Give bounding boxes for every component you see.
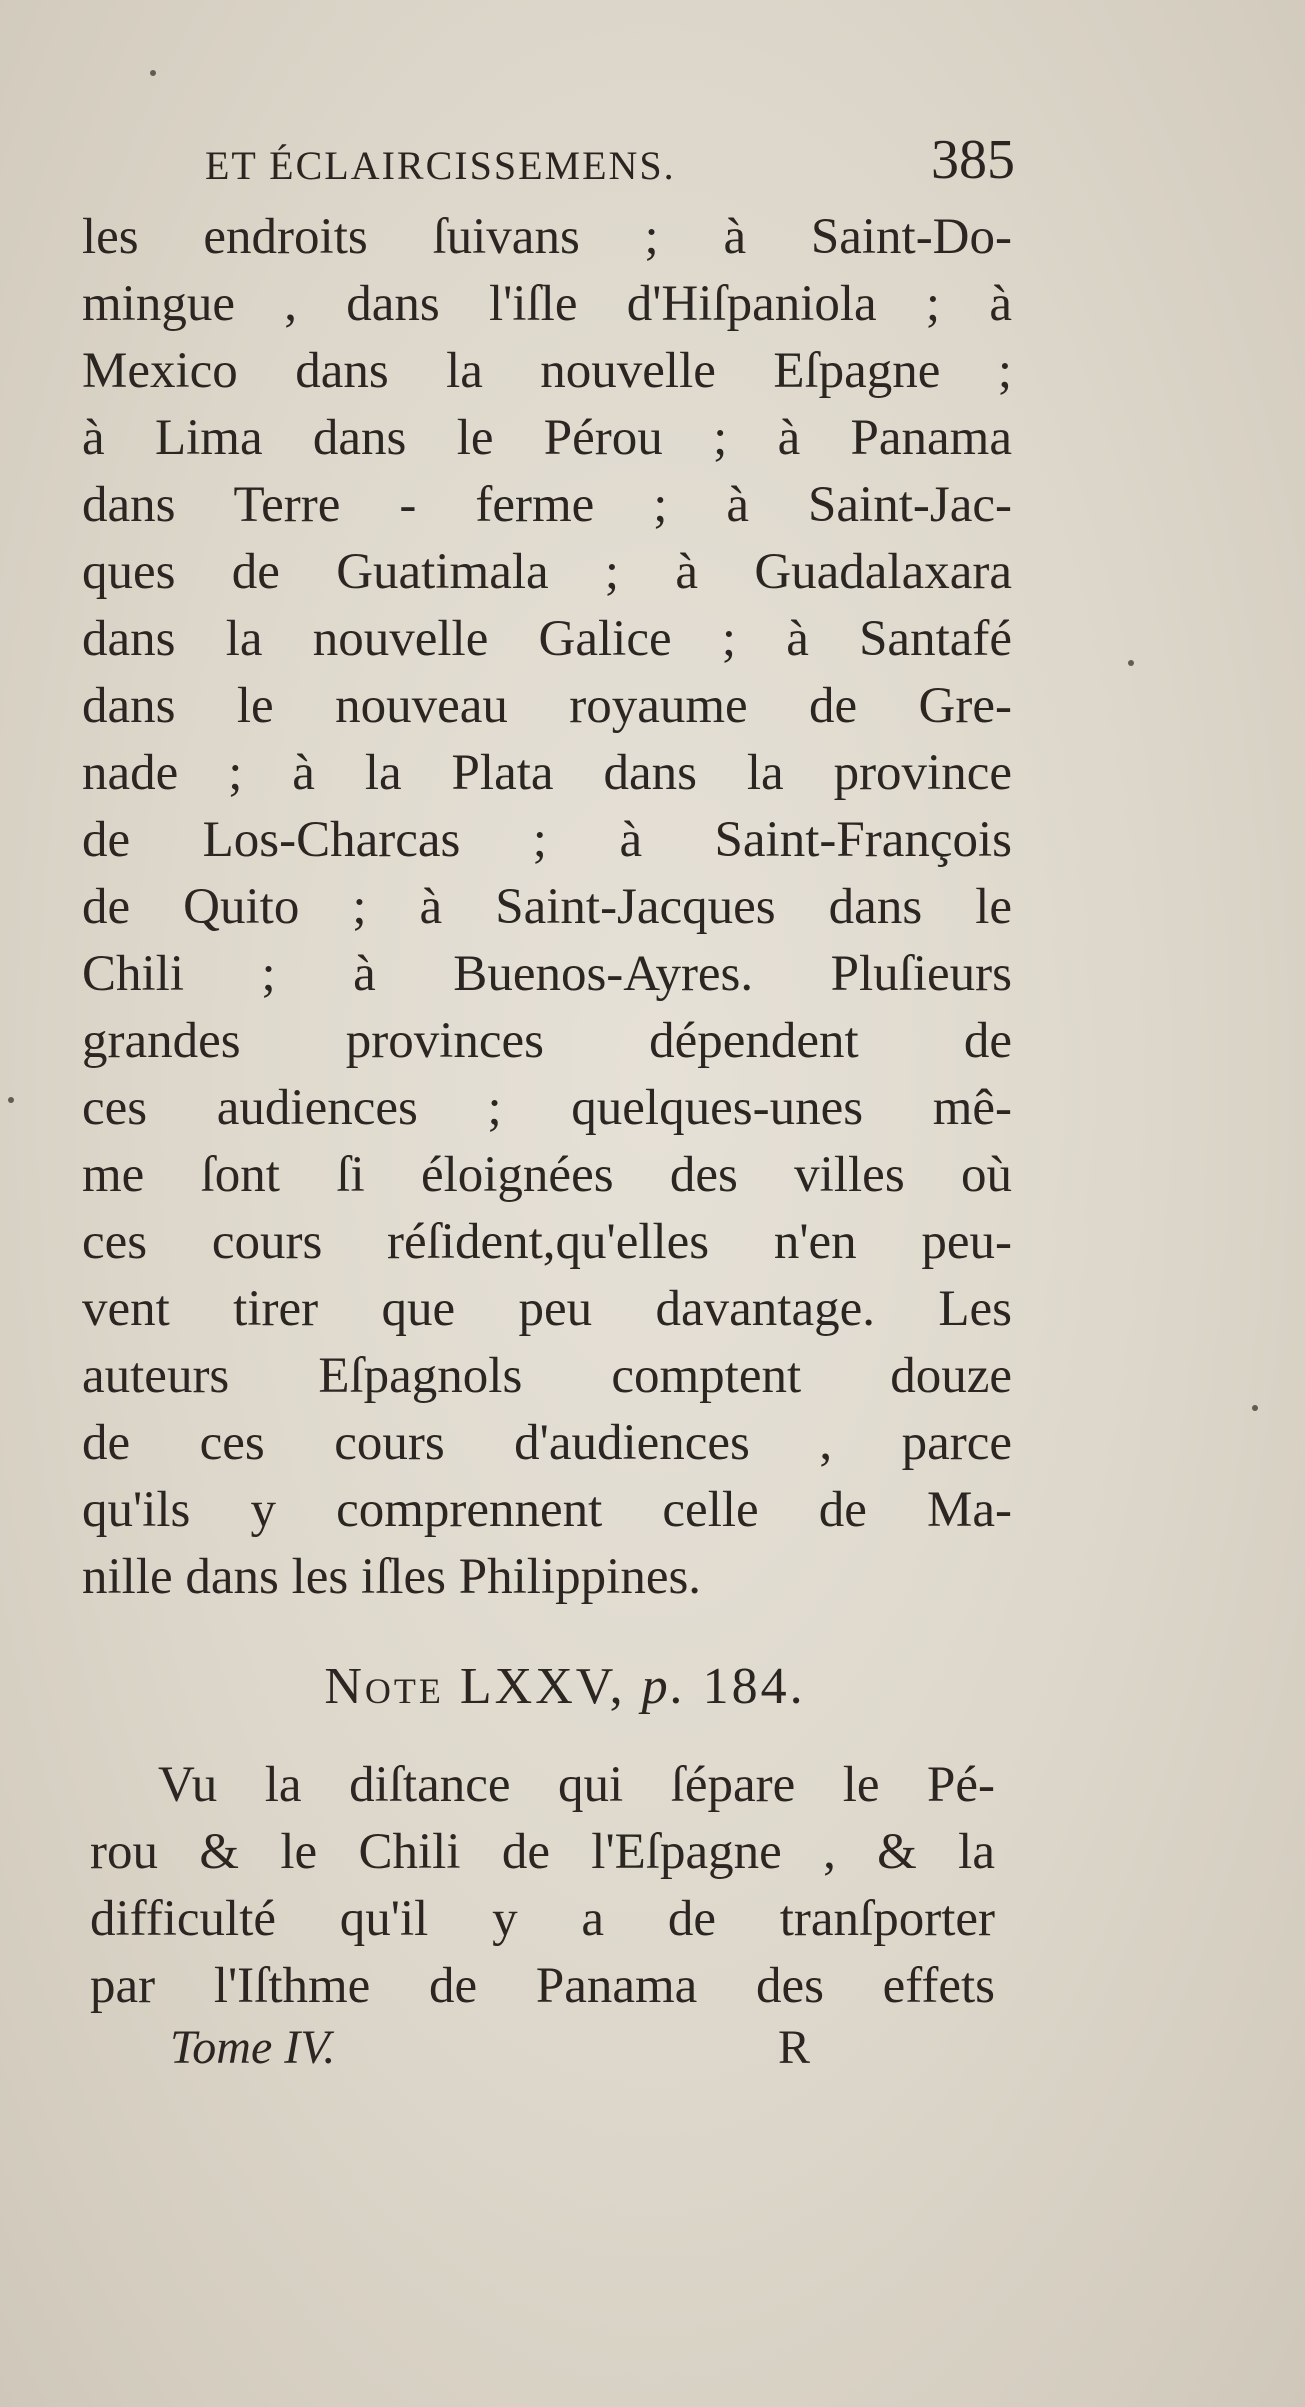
- signature-mark: R: [777, 2021, 810, 2074]
- note-line: rou & le Chili de l'Eſpagne , & la: [90, 1824, 995, 1880]
- ink-speck: [1252, 1405, 1258, 1411]
- running-head: [205, 128, 1015, 200]
- body-line: vent tirer que peu davantage. Les: [82, 1281, 1012, 1337]
- body-line: me ſont ſi éloignées des villes où: [82, 1147, 1012, 1203]
- body-line: nille dans les iſles Philippines.: [82, 1549, 702, 1605]
- body-line: ces cours réſident,qu'elles n'en peu-: [82, 1214, 1012, 1270]
- body-line: de ces cours d'audiences , parce: [82, 1415, 1012, 1471]
- body-line: de Los-Charcas ; à Saint-François: [82, 812, 1012, 868]
- body-line: Chili ; à Buenos-Ayres. Pluſieurs: [82, 946, 1012, 1002]
- body-line: auteurs Eſpagnols comptent douze: [82, 1348, 1012, 1404]
- body-line: dans la nouvelle Galice ; à Santafé: [82, 611, 1012, 667]
- ink-speck: [8, 1097, 14, 1103]
- note-line: difficulté qu'il y a de tranſporter: [90, 1891, 995, 1947]
- ink-speck: [1128, 660, 1134, 666]
- body-line: Mexico dans la nouvelle Eſpagne ;: [82, 343, 1012, 399]
- page-number: 385: [931, 129, 1015, 191]
- note-page-prefix: p.: [641, 1658, 687, 1715]
- body-line: nade ; à la Plata dans la province: [82, 745, 1012, 801]
- body-line: mingue , dans l'iſle d'Hiſpaniola ; à: [82, 276, 1012, 332]
- page-footer: [170, 2020, 810, 2090]
- note-text: [90, 1752, 995, 2020]
- body-line: ces audiences ; quelques-unes mê-: [82, 1080, 1012, 1136]
- body-line: ques de Guatimala ; à Guadalaxara: [82, 544, 1012, 600]
- running-title: ET ÉCLAIRCISSEMENS.: [205, 143, 676, 188]
- body-line: de Quito ; à Saint-Jacques dans le: [82, 879, 1012, 935]
- note-page-ref: 184.: [702, 1658, 806, 1715]
- body-line: dans Terre - ferme ; à Saint-Jac-: [82, 477, 1012, 533]
- body-line: qu'ils y comprennent celle de Ma-: [82, 1482, 1012, 1538]
- note-separator: ,: [609, 1658, 626, 1715]
- ink-speck: [150, 70, 156, 76]
- volume-label: Tome IV.: [170, 2021, 336, 2074]
- note-numeral: LXXV: [459, 1658, 610, 1715]
- note-heading: [0, 1652, 1130, 1722]
- note-line: Vu la diſtance qui ſépare le Pé-: [158, 1757, 995, 1813]
- body-line: grandes provinces dépendent de: [82, 1013, 1012, 1069]
- body-line: dans le nouveau royaume de Gre-: [82, 678, 1012, 734]
- body-line: les endroits ſuivans ; à Saint-Do-: [82, 209, 1012, 265]
- note-line: par l'Iſthme de Panama des effets: [90, 1958, 995, 2014]
- note-label: Note: [324, 1658, 444, 1715]
- body-line: à Lima dans le Pérou ; à Panama: [82, 410, 1012, 466]
- body-text: [82, 204, 1012, 1611]
